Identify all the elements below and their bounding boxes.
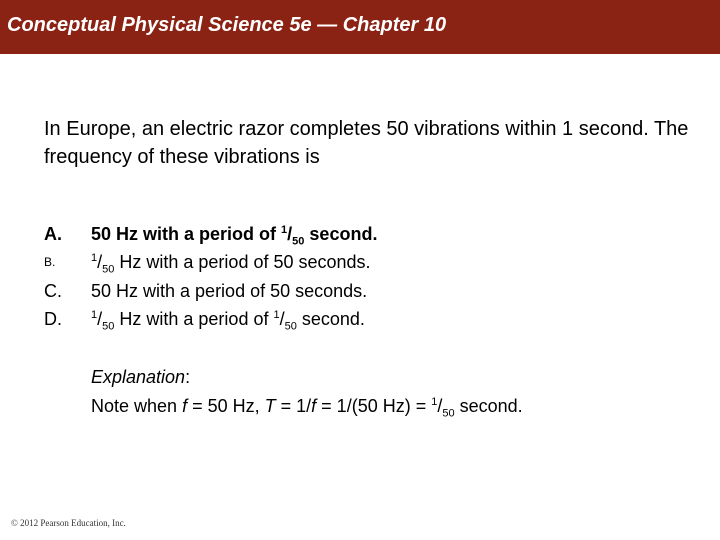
header-bar: [0, 0, 720, 54]
option-letter: D.: [44, 309, 62, 329]
option-text: 50 Hz with a period of 50 seconds.: [91, 281, 368, 301]
option-letter: A.: [44, 224, 62, 244]
option-text: $^1/_{50}$ Hz with a period of 50 seconds.: [91, 252, 371, 276]
option-text: 50 Hz with a period of $^1/_{50}$ second.: [91, 224, 378, 248]
option-text: $^1/_{50}$ Hz with a period of $^1/_{50}$ second.: [91, 309, 365, 333]
question-text: In Europe, an electric razor completes 50 vibrations within 1 second. The frequency of these vibrations is: [44, 118, 689, 168]
option-letter: C.: [44, 281, 62, 301]
copyright-notice: © 2012 Pearson Education, Inc.: [11, 518, 126, 528]
slide-title: Conceptual Physical Science 5e — Chapter 10: [7, 14, 447, 36]
explanation-label: Explanation:: [91, 367, 191, 387]
explanation-text: Note when f = 50 Hz, T = 1/f = 1/(50 $Hz) = ^1/_{50}$ second.: [91, 396, 523, 420]
option-letter: B.: [44, 255, 56, 269]
